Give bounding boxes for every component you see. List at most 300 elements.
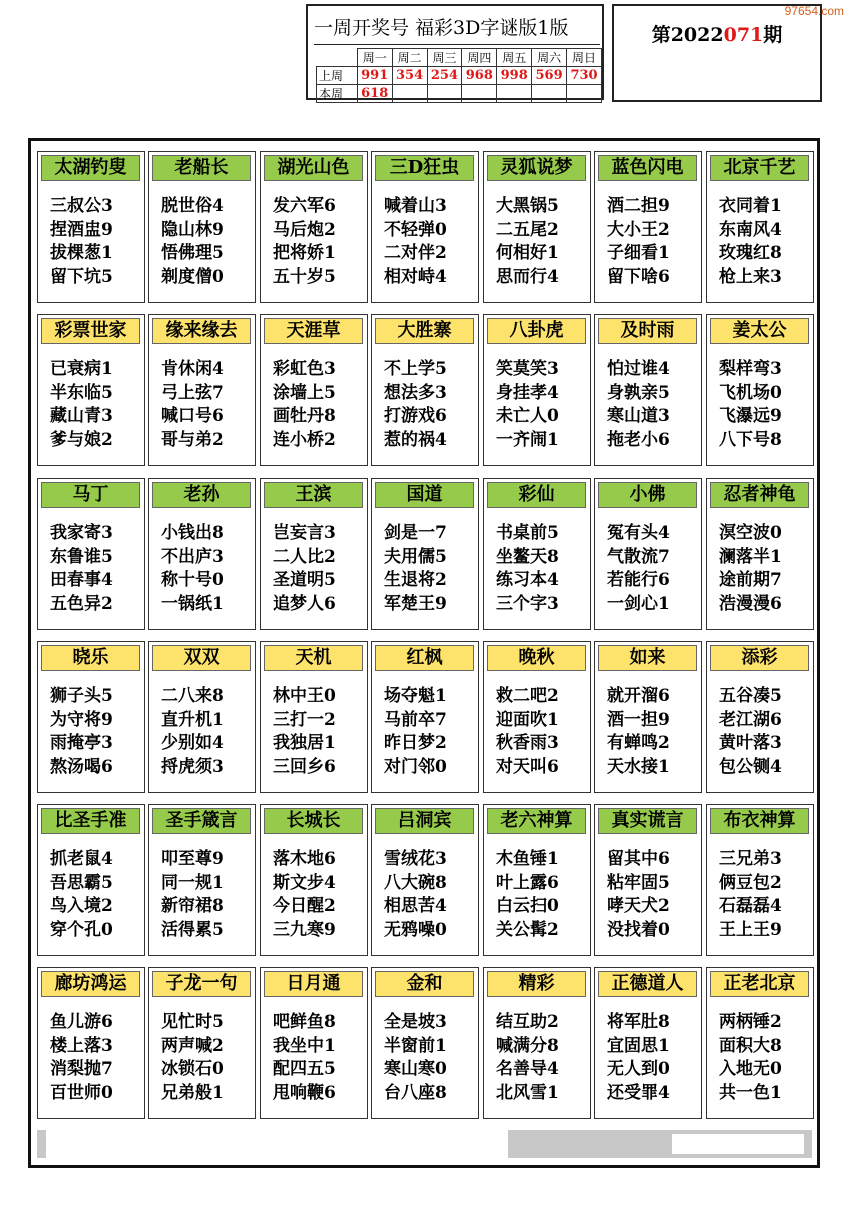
riddle-line: 俩豆包2 — [719, 872, 782, 893]
riddle-line: 同一规1 — [161, 872, 224, 893]
author-title: 布衣神算 — [710, 808, 809, 834]
author-title: 灵狐说梦 — [487, 155, 586, 181]
panel-title: 一周开奖号 福彩3D字谜版1版 — [314, 12, 600, 45]
riddle-card — [37, 151, 145, 303]
riddle-card — [483, 314, 591, 466]
riddle-line: 为守将9 — [50, 709, 113, 730]
riddle-line: 气散流7 — [607, 546, 670, 567]
riddle-lines — [50, 522, 142, 616]
riddle-line: 飞机场0 — [719, 382, 782, 403]
riddle-lines — [496, 522, 588, 616]
riddle-line: 昨日梦2 — [384, 733, 447, 753]
riddle-line: 剃度僧0 — [161, 266, 224, 287]
author-title: 添彩 — [710, 645, 809, 671]
riddle-lines — [719, 195, 811, 289]
riddle-card — [148, 151, 256, 303]
riddle-card — [483, 641, 591, 793]
riddle-line: 八下号8 — [719, 429, 782, 450]
riddle-line: 枪上来3 — [719, 266, 782, 287]
riddle-lines — [496, 848, 588, 942]
author-title: 王滨 — [264, 482, 363, 508]
riddle-line: 子细看1 — [607, 243, 670, 263]
row-label: 本周 — [317, 85, 358, 103]
riddle-line: 肯休闲4 — [161, 359, 224, 379]
author-title: 正德道人 — [598, 971, 697, 997]
riddle-line: 喊满分8 — [496, 1035, 559, 1056]
riddle-lines — [50, 1011, 142, 1105]
riddle-lines — [50, 848, 142, 942]
author-title: 八卦虎 — [487, 318, 586, 344]
riddle-lines — [719, 358, 811, 452]
riddle-line: 鸟入境2 — [50, 896, 113, 916]
riddle-line: 吧鲜鱼8 — [273, 1012, 336, 1032]
riddle-lines — [50, 195, 142, 289]
riddle-line: 楼上落3 — [50, 1035, 113, 1056]
riddle-line: 半窗前1 — [384, 1035, 447, 1056]
riddle-card — [37, 967, 145, 1119]
riddle-line: 对门邻0 — [384, 756, 447, 777]
riddle-line: 不出庐3 — [161, 546, 224, 567]
riddle-line: 没找着0 — [607, 919, 670, 940]
riddle-line: 留下坑5 — [50, 266, 113, 287]
riddle-card — [706, 314, 814, 466]
riddle-line: 抓老鼠4 — [50, 849, 113, 869]
day-header: 周五 — [497, 49, 532, 67]
riddle-card — [706, 151, 814, 303]
author-title: 老船长 — [152, 155, 251, 181]
riddle-lines — [384, 685, 476, 779]
riddle-lines — [384, 1011, 476, 1105]
riddle-line: 脱世俗4 — [161, 196, 224, 216]
riddle-card — [594, 478, 702, 630]
author-title: 三D狂虫 — [375, 155, 474, 181]
riddle-line: 酒二担9 — [607, 196, 670, 216]
riddle-line: 笑莫笑3 — [496, 359, 559, 379]
riddle-line: 半东临5 — [50, 382, 113, 403]
riddle-lines — [607, 1011, 699, 1105]
author-title: 圣手箴言 — [152, 808, 251, 834]
result-value: 354 — [392, 67, 427, 85]
riddle-line: 白云扫0 — [496, 896, 559, 916]
riddle-line: 三兄弟3 — [719, 849, 782, 869]
riddle-line: 哮天犬2 — [607, 896, 670, 916]
riddle-line: 共一色1 — [719, 1082, 782, 1103]
riddle-lines — [161, 195, 253, 289]
this-week-row — [317, 85, 602, 103]
riddle-line: 拔棵葱1 — [50, 243, 113, 263]
riddle-line: 我独居1 — [273, 733, 336, 753]
riddle-line: 连小桥2 — [273, 429, 336, 450]
riddle-line: 名善导4 — [496, 1059, 559, 1079]
author-title: 老六神算 — [487, 808, 586, 834]
author-title: 吕洞宾 — [375, 808, 474, 834]
riddle-line: 东南风4 — [719, 219, 782, 240]
riddle-line: 消梨抛7 — [50, 1059, 113, 1079]
riddle-line: 捏酒盅9 — [50, 219, 113, 240]
riddle-line: 留其中6 — [607, 849, 670, 869]
weekly-results-table — [316, 48, 602, 103]
draw-results-panel — [306, 4, 604, 100]
riddle-line: 发六军6 — [273, 196, 336, 216]
riddle-card — [483, 967, 591, 1119]
riddle-line: 我坐中1 — [273, 1035, 336, 1056]
riddle-lines — [273, 522, 365, 616]
riddle-line: 大小王2 — [607, 219, 670, 240]
riddle-lines — [496, 195, 588, 289]
riddle-lines — [50, 358, 142, 452]
riddle-line: 梨样弯3 — [719, 359, 782, 379]
riddle-line: 新帘裙8 — [161, 896, 224, 916]
riddle-line: 我家寄3 — [50, 523, 113, 543]
riddle-line: 剑是一7 — [384, 523, 447, 543]
riddle-lines — [273, 685, 365, 779]
author-title: 日月通 — [264, 971, 363, 997]
riddle-lines — [719, 685, 811, 779]
riddle-card — [371, 967, 479, 1119]
riddle-line: 军楚王9 — [384, 593, 447, 614]
riddle-card — [594, 641, 702, 793]
riddle-line: 少别如4 — [161, 733, 224, 753]
riddle-card — [371, 478, 479, 630]
riddle-line: 雨掩亭3 — [50, 733, 113, 753]
riddle-line: 书桌前5 — [496, 523, 559, 543]
author-title: 红枫 — [375, 645, 474, 671]
riddle-line: 冤有头4 — [607, 523, 670, 543]
riddle-line: 两柄锤2 — [719, 1012, 782, 1032]
riddle-line: 见忙时5 — [161, 1012, 224, 1032]
riddle-line: 熬汤喝6 — [50, 756, 113, 777]
riddle-line: 两声喊2 — [161, 1035, 224, 1056]
riddle-line: 叶上露6 — [496, 872, 559, 893]
riddle-line: 玫瑰红8 — [719, 243, 782, 263]
days-row — [317, 49, 602, 67]
riddle-line: 打游戏6 — [384, 406, 447, 426]
riddle-line: 斯文步4 — [273, 872, 336, 893]
riddle-line: 岂妄言3 — [273, 523, 336, 543]
author-title: 老孙 — [152, 482, 251, 508]
riddle-line: 身孰亲5 — [607, 382, 670, 403]
riddle-line: 甩响鞭6 — [273, 1082, 336, 1103]
riddle-lines — [496, 358, 588, 452]
riddle-card — [37, 478, 145, 630]
author-title: 及时雨 — [598, 318, 697, 344]
riddle-line: 留下啥6 — [607, 266, 670, 287]
riddle-line: 一锅纸1 — [161, 593, 224, 614]
riddle-line: 直升机1 — [161, 709, 224, 730]
riddle-line: 三叔公3 — [50, 196, 113, 216]
author-title: 天机 — [264, 645, 363, 671]
result-value: 569 — [532, 67, 567, 85]
riddle-lines — [719, 1011, 811, 1105]
riddle-line: 落木地6 — [273, 849, 336, 869]
riddle-card — [483, 478, 591, 630]
riddle-card — [148, 478, 256, 630]
author-title: 正老北京 — [710, 971, 809, 997]
day-header: 周六 — [532, 49, 567, 67]
riddle-line: 圣道明5 — [273, 570, 336, 590]
riddle-line: 黄叶落3 — [719, 733, 782, 753]
riddle-line: 狮子头5 — [50, 686, 113, 706]
riddle-line: 救二吧2 — [496, 686, 559, 706]
riddle-card — [706, 804, 814, 956]
riddle-card — [260, 314, 368, 466]
riddle-line: 相对峙4 — [384, 266, 447, 287]
riddle-line: 五色异2 — [50, 593, 113, 614]
riddle-line: 鱼儿游6 — [50, 1012, 113, 1032]
riddle-line: 飞瀑远9 — [719, 406, 782, 426]
issue-number — [614, 20, 820, 47]
riddle-lines — [273, 195, 365, 289]
riddle-card — [594, 151, 702, 303]
riddle-line: 坐鳌天8 — [496, 546, 559, 567]
riddle-card — [483, 151, 591, 303]
riddle-line: 隐山林9 — [161, 219, 224, 240]
riddle-card — [594, 804, 702, 956]
riddle-line: 林中王0 — [273, 686, 336, 706]
riddle-lines — [273, 1011, 365, 1105]
riddle-card — [37, 641, 145, 793]
footer-blank-box — [672, 1134, 804, 1154]
riddle-line: 三回乡6 — [273, 756, 336, 777]
row-label: 上周 — [317, 67, 358, 85]
riddle-line: 思而行4 — [496, 266, 559, 287]
riddle-line: 有蝉鸣2 — [607, 733, 670, 753]
riddle-line: 天水接1 — [607, 756, 670, 777]
riddle-lines — [161, 358, 253, 452]
riddle-card — [37, 804, 145, 956]
author-title: 缘来缘去 — [152, 318, 251, 344]
riddle-line: 浩漫漫6 — [719, 593, 782, 614]
issue-box — [612, 4, 822, 102]
author-title: 真实谎言 — [598, 808, 697, 834]
day-header: 周一 — [357, 49, 392, 67]
riddle-card — [371, 151, 479, 303]
riddle-card — [706, 967, 814, 1119]
riddle-line: 场夺魁1 — [384, 686, 447, 706]
result-value — [567, 85, 602, 103]
riddle-lines — [607, 195, 699, 289]
author-title: 廊坊鸿运 — [41, 971, 140, 997]
author-title: 彩票世家 — [41, 318, 140, 344]
riddle-lines — [719, 848, 811, 942]
riddle-line: 秋香雨3 — [496, 733, 559, 753]
riddle-line: 涂墙上5 — [273, 382, 336, 403]
riddle-card — [483, 804, 591, 956]
result-value — [427, 85, 462, 103]
riddle-line: 八大碗8 — [384, 872, 447, 893]
riddle-card — [371, 641, 479, 793]
riddle-line: 老江湖6 — [719, 709, 782, 730]
riddle-card — [594, 314, 702, 466]
riddle-line: 爹与娘2 — [50, 429, 113, 450]
author-title: 天涯草 — [264, 318, 363, 344]
riddle-line: 马后炮2 — [273, 219, 336, 240]
riddle-line: 面积大8 — [719, 1035, 782, 1056]
day-header: 周二 — [392, 49, 427, 67]
footer-bar-left — [37, 1130, 46, 1158]
riddle-line: 无鸦噪0 — [384, 919, 447, 940]
riddle-line: 捋虎须3 — [161, 756, 224, 777]
riddle-line: 宜固思1 — [607, 1035, 670, 1056]
riddle-lines — [161, 522, 253, 616]
riddle-line: 不上学5 — [384, 359, 447, 379]
riddle-line: 相思苦4 — [384, 896, 447, 916]
riddle-line: 夫用儒5 — [384, 546, 447, 567]
riddle-line: 藏山青3 — [50, 406, 113, 426]
result-value: 254 — [427, 67, 462, 85]
author-title: 大胜寨 — [375, 318, 474, 344]
author-title: 金和 — [375, 971, 474, 997]
riddle-line: 二对伴2 — [384, 243, 447, 263]
riddle-lines — [161, 1011, 253, 1105]
riddle-line: 北风雪1 — [496, 1082, 559, 1103]
riddle-lines — [607, 685, 699, 779]
riddle-line: 溟空波0 — [719, 523, 782, 543]
riddle-card — [260, 804, 368, 956]
riddle-line: 寒山道3 — [607, 406, 670, 426]
site-watermark: 97654.com — [784, 4, 844, 18]
riddle-line: 画牡丹8 — [273, 406, 336, 426]
riddle-line: 何相好1 — [496, 243, 559, 263]
riddle-line: 二人比2 — [273, 546, 336, 567]
riddle-card — [706, 641, 814, 793]
riddle-card — [371, 314, 479, 466]
result-value — [392, 85, 427, 103]
riddle-card — [260, 967, 368, 1119]
riddle-line: 关公髯2 — [496, 919, 559, 940]
riddle-line: 吾思霸5 — [50, 872, 113, 893]
riddle-card — [260, 151, 368, 303]
riddle-lines — [273, 848, 365, 942]
riddle-line: 彩虹色3 — [273, 359, 336, 379]
author-title: 如来 — [598, 645, 697, 671]
riddle-card — [148, 804, 256, 956]
issue-prefix: 第2022 — [651, 24, 724, 46]
riddle-line: 酒一担9 — [607, 709, 670, 730]
riddle-line: 若能行6 — [607, 570, 670, 590]
last-week-row — [317, 67, 602, 85]
author-title: 北京千艺 — [710, 155, 809, 181]
riddle-card — [148, 641, 256, 793]
riddle-line: 已衰病1 — [50, 359, 113, 379]
riddle-line: 拖老小6 — [607, 429, 670, 450]
riddle-line: 还受罪4 — [607, 1082, 670, 1103]
riddle-line: 喊着山3 — [384, 196, 447, 216]
riddle-line: 寒山寒0 — [384, 1059, 447, 1079]
riddle-lines — [50, 685, 142, 779]
riddle-line: 百世师0 — [50, 1082, 113, 1103]
issue-suffix: 期 — [763, 24, 783, 46]
author-title: 蓝色闪电 — [598, 155, 697, 181]
riddle-line: 哥与弟2 — [161, 429, 224, 450]
riddle-card — [37, 314, 145, 466]
riddle-line: 东鲁谁5 — [50, 546, 113, 567]
riddle-line: 五十岁5 — [273, 266, 336, 287]
riddle-line: 追梦人6 — [273, 593, 336, 614]
riddle-line: 就开溜6 — [607, 686, 670, 706]
riddle-card — [260, 641, 368, 793]
riddle-line: 石磊磊4 — [719, 896, 782, 916]
riddle-line: 粘牢固5 — [607, 872, 670, 893]
riddle-line: 称十号0 — [161, 570, 224, 590]
riddle-line: 冰锁石0 — [161, 1059, 224, 1079]
riddle-card — [706, 478, 814, 630]
riddle-lines — [496, 685, 588, 779]
riddle-lines — [719, 522, 811, 616]
author-title: 双双 — [152, 645, 251, 671]
riddle-line: 途前期7 — [719, 570, 782, 590]
riddle-lines — [384, 358, 476, 452]
result-value: 968 — [462, 67, 497, 85]
author-title: 精彩 — [487, 971, 586, 997]
riddle-line: 衣同着1 — [719, 196, 782, 216]
riddle-lines — [161, 685, 253, 779]
author-title: 子龙一句 — [152, 971, 251, 997]
riddle-line: 穿个孔0 — [50, 919, 113, 940]
riddle-line: 对天叫6 — [496, 756, 559, 777]
author-title: 比圣手准 — [41, 808, 140, 834]
riddle-card — [371, 804, 479, 956]
riddle-line: 木鱼锤1 — [496, 849, 559, 869]
riddle-line: 怕过谁4 — [607, 359, 670, 379]
riddle-lines — [607, 848, 699, 942]
result-value — [462, 85, 497, 103]
riddle-line: 大黑锅5 — [496, 196, 559, 216]
riddle-line: 喊口号6 — [161, 406, 224, 426]
riddle-line: 全是坡3 — [384, 1012, 447, 1032]
riddle-card — [148, 314, 256, 466]
riddle-line: 台八座8 — [384, 1082, 447, 1103]
riddle-lines — [273, 358, 365, 452]
result-value: 991 — [357, 67, 392, 85]
riddle-line: 五谷凑5 — [719, 686, 782, 706]
riddle-line: 一齐闹1 — [496, 429, 559, 450]
day-header: 周四 — [462, 49, 497, 67]
riddle-line: 二八来8 — [161, 686, 224, 706]
riddle-line: 三九寒9 — [273, 919, 336, 940]
riddle-line: 悟佛理5 — [161, 243, 224, 263]
riddle-line: 结互助2 — [496, 1012, 559, 1032]
day-header: 周三 — [427, 49, 462, 67]
riddle-lines — [384, 522, 476, 616]
result-value: 998 — [497, 67, 532, 85]
result-value: 618 — [357, 85, 392, 103]
riddle-lines — [384, 195, 476, 289]
riddle-line: 想法多3 — [384, 382, 447, 403]
riddle-grid — [28, 138, 820, 1168]
riddle-line: 王上王9 — [719, 919, 782, 940]
riddle-lines — [607, 358, 699, 452]
author-title: 晓乐 — [41, 645, 140, 671]
issue-serial: 071 — [723, 24, 764, 46]
author-title: 国道 — [375, 482, 474, 508]
riddle-line: 配四五5 — [273, 1059, 336, 1079]
riddle-line: 身挂孝4 — [496, 382, 559, 403]
riddle-line: 三个字3 — [496, 593, 559, 614]
author-title: 长城长 — [264, 808, 363, 834]
riddle-line: 无人到0 — [607, 1059, 670, 1079]
author-title: 晚秋 — [487, 645, 586, 671]
riddle-line: 田春事4 — [50, 570, 113, 590]
riddle-card — [148, 967, 256, 1119]
riddle-lines — [496, 1011, 588, 1105]
day-header: 周日 — [567, 49, 602, 67]
author-title: 小佛 — [598, 482, 697, 508]
result-value — [497, 85, 532, 103]
riddle-lines — [161, 848, 253, 942]
riddle-line: 二五尾2 — [496, 219, 559, 240]
riddle-line: 未亡人0 — [496, 406, 559, 426]
